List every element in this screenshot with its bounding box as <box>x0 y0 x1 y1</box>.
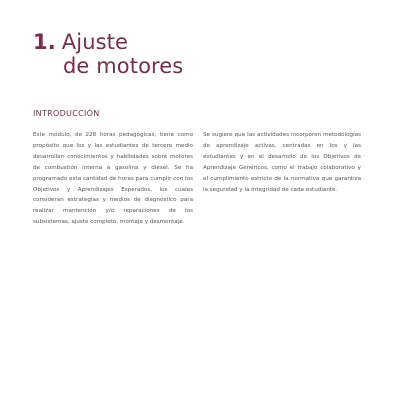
chapter-title-line1 <box>33 30 183 54</box>
section-heading: INTRODUCCIÓN <box>33 109 100 118</box>
body-paragraph-right: Se sugiere que las actividades incorporen metodologías de aprendizaje activas, centradas en los y las estudiantes y en el desarrollo de los Objetivos de Aprendizaje Genéricos, como el trabajo colaborativo y el cumplimiento estricto de la normativa que garantiza la seguridad y la integridad de cada estudiante. <box>203 132 361 193</box>
chapter-title-text-1: Ajuste <box>61 30 129 54</box>
chapter-title-line2: de motores <box>63 54 184 78</box>
chapter-number: 1. <box>33 30 56 54</box>
chapter-title <box>33 30 183 78</box>
body-paragraph-left: Este módulo, de 228 horas pedagógicas, tiene como propósito que los y las estudiantes de tercero medio desarrollen conocimientos y habilidades sobre motores de combustión interna a gasolina y diésel. Se ha programado esta cantidad de horas para cumplir con los Objetivos y Aprendizajes Esperados, los cuales consideran estrategias y medios de diagnóstico para realizar mantención y/o reparaciones de los subsistemas, ajuste completo, montaje y desmontaje. <box>33 132 193 226</box>
